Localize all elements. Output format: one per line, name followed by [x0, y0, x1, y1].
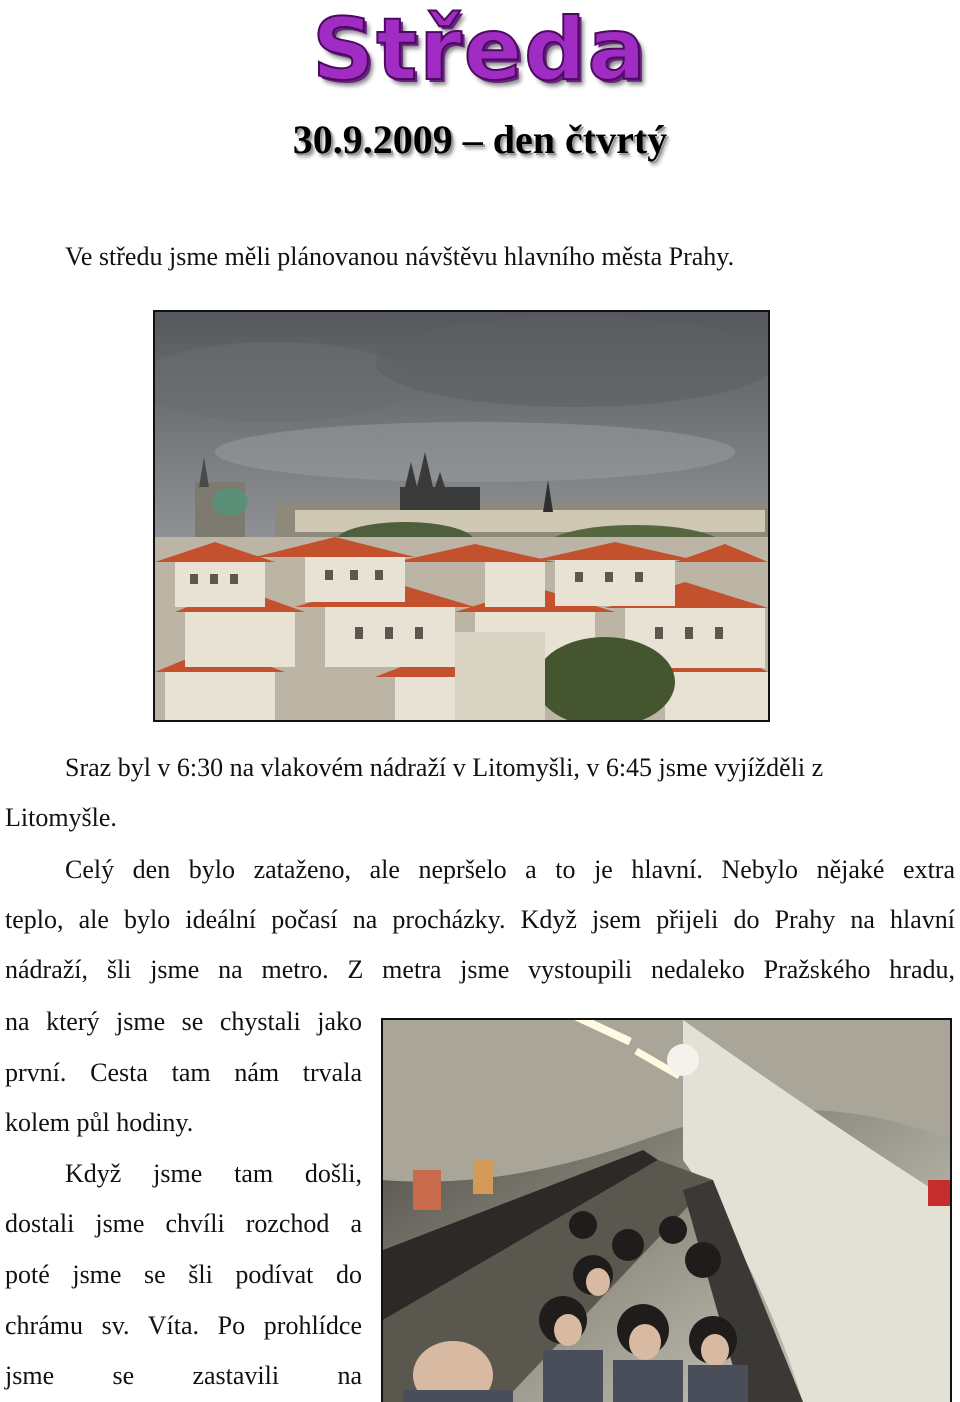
- prague-panorama-photo: [153, 310, 770, 722]
- paragraph-1-line-2: Litomyšle.: [5, 803, 117, 832]
- paragraph-2-line-4: na který jsme se chystali jako: [5, 1007, 362, 1036]
- paragraph-3-line-5: jsme se zastavili na: [5, 1361, 362, 1390]
- paragraph-3-line-3: poté jsme se šli podívat do: [5, 1260, 362, 1289]
- paragraph-2-line-6: kolem půl hodiny.: [5, 1108, 194, 1137]
- paragraph-3-line-2: dostali jsme chvíli rozchod a: [5, 1209, 362, 1238]
- metro-escalator-photo: [381, 1018, 952, 1402]
- intro-text: Ve středu jsme měli plánovanou návštěvu hlavního města Prahy.: [65, 242, 735, 271]
- paragraph-3-line-1: Když jsme tam došli,: [65, 1159, 362, 1188]
- date-heading: 30.9.2009 – den čtvrtý: [292, 117, 668, 162]
- paragraph-2-line-2: teplo, ale bylo ideální počasí na procházky. Když jsem přijeli do Prahy na hlavní: [5, 905, 955, 934]
- paragraph-2-line-1: Celý den bylo zataženo, ale nepršelo a to je hlavní. Nebylo nějaké extra: [65, 855, 955, 884]
- paragraph-1-line-1: Sraz byl v 6:30 na vlakovém nádraží v Litomyšli, v 6:45 jsme vyjížděli z: [65, 753, 824, 782]
- paragraph-2-line-3: nádraží, šli jsme na metro. Z metra jsme vystoupili nedaleko Pražského hradu,: [5, 955, 955, 984]
- paragraph-2-line-5: první. Cesta tam nám trvala: [5, 1058, 362, 1087]
- page-title: Středa: [312, 0, 648, 100]
- paragraph-3-line-4: chrámu sv. Víta. Po prohlídce: [5, 1311, 362, 1340]
